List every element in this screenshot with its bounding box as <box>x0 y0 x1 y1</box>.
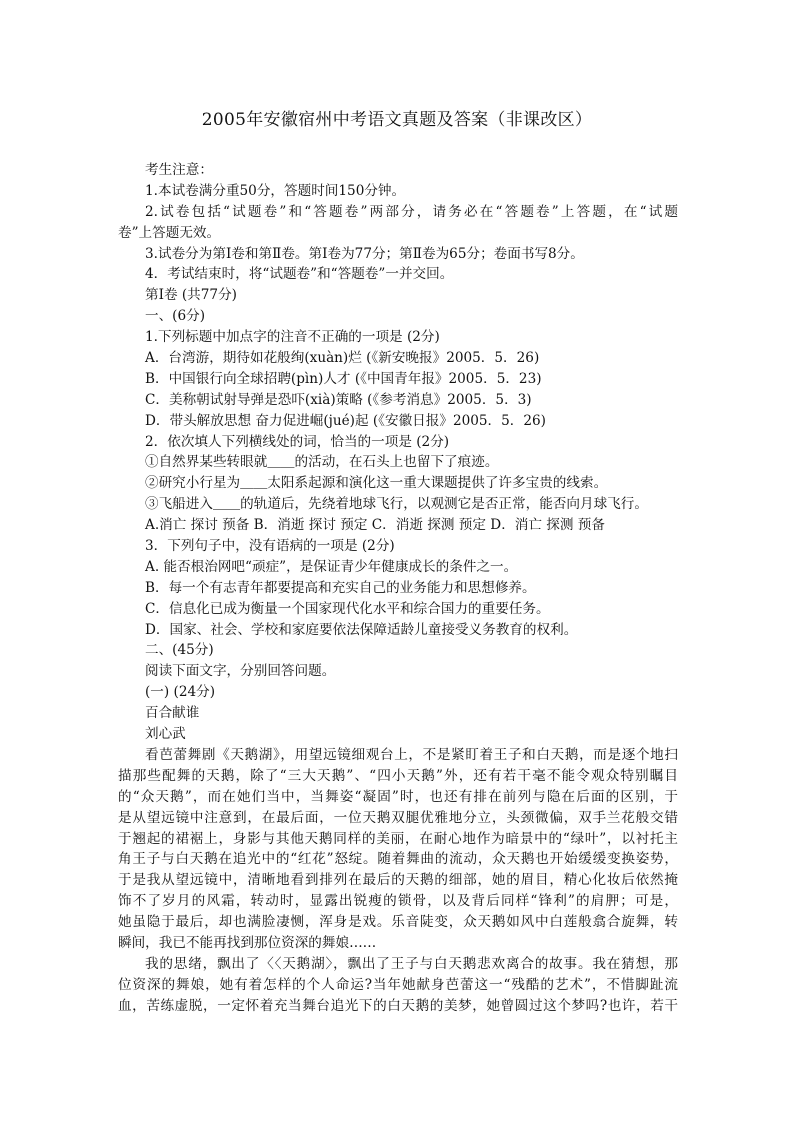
text-line: 3.试卷分为第Ⅰ卷和第Ⅱ卷。第Ⅰ卷为77分；第Ⅱ卷为65分；卷面书写8分。 <box>145 245 584 262</box>
text-line: D．国家、社会、学校和家庭要依法保障适龄儿童接受义务教育的权利。 <box>145 621 578 638</box>
text-line: 1.下列标题中加点字的注音不正确的一项是 (2分) <box>145 329 440 346</box>
text-line: 饰不了岁月的风霜，转动时，显露出锐瘦的锁骨，以及背后同样“锋利”的肩胛；可是， <box>118 893 678 910</box>
document-body <box>118 160 678 1017</box>
text-line: A. 能否根治网吧“顽症”，是保证青少年健康成长的条件之一。 <box>145 558 518 575</box>
text-line: A.消亡 探讨 预备 B．消逝 探讨 预定 C．消逝 探测 预定 D．消亡 探测 预备 <box>145 517 605 534</box>
text-line: 第Ⅰ卷 (共77分) <box>145 287 237 304</box>
text-line: 是从望远镜中注意到，在最后面，一位天鹅双腿优雅地分立，头颈微偏，双手兰花般交错 <box>118 809 678 826</box>
text-line: 于是我从望远镜中，清晰地看到排列在最后的天鹅的细部，她的眉目，精心化妆后依然掩 <box>118 872 678 889</box>
text-line: B．每一个有志青年都要提高和充实自己的业务能力和思想修养。 <box>145 579 536 596</box>
text-line: 她虽隐于最后，却也满脸凄恻，浑身是戏。乐音陡变，众天鹅如风中白莲般翕合旋舞，转 <box>118 914 678 931</box>
text-line: 2.试卷包括“试题卷”和“答题卷”两部分，请务必在“答题卷”上答题，在“试题 <box>145 203 678 220</box>
text-line: 刘心武 <box>145 726 186 743</box>
text-line: 二、(45分) <box>145 642 214 659</box>
text-line: B．中国银行向全球招聘(pìn)人才 (《中国青年报》2005．5．23) <box>145 370 542 387</box>
text-line: 一、(6分) <box>145 308 206 325</box>
text-line: 的“众天鹅”，而在她们当中，当舞姿“凝固”时，也还有排在前列与隐在后面的区别，于 <box>118 788 678 805</box>
text-line: A．台湾游，期待如花般绚(xuàn)烂 (《新安晚报》2005．5．26) <box>145 350 540 367</box>
text-line: 考生注意： <box>145 162 213 178</box>
text-line: 4．考试结束时，将“试题卷”和“答题卷”一并交回。 <box>145 266 454 283</box>
text-line: (一) (24分) <box>145 684 216 701</box>
text-line: D．带头解放思想 奋力促进崛(jué)起 (《安徽日报》2005．5．26) <box>145 412 546 429</box>
text-line: 2．依次填人下列横线处的词，恰当的一项是 (2分) <box>145 433 450 450</box>
text-line: 角王子与白天鹅在追光中的“红花”怒绽。随着舞曲的流动，众天鹅也开始缓缓变换姿势， <box>118 851 678 868</box>
text-line: 我的思绪，飘出了〈〈天鹅湖〉，飘出了王子与白天鹅悲欢离合的故事。我在猜想，那 <box>145 955 678 972</box>
text-line: 于翘起的裙裾上，身影与其他天鹅同样的美丽，在耐心地作为暗景中的“绿叶”，以衬托主 <box>118 830 678 847</box>
text-line: 3．下列句子中，没有语病的一项是 (2分) <box>145 538 395 555</box>
text-line: 卷”上答题无效。 <box>118 224 221 241</box>
text-line: 血，苦练虚脱，一定怀着充当舞台追光下的白天鹅的美梦，她曾圆过这个梦吗?也许，若干 <box>118 997 678 1014</box>
text-line: 位资深的舞娘，她有着怎样的个人命运?当年她献身芭蕾这一“残酷的艺术”，不惜脚趾流 <box>118 976 678 993</box>
text-line: 1.本试卷满分重50分，答题时间150分钟。 <box>145 182 406 199</box>
text-line: ③飞船进入＿＿的轨道后，先绕着地球飞行，以观测它是否正常，能否向月球飞行。 <box>145 496 648 513</box>
text-line: 阅读下面文字，分别回答问题。 <box>145 663 336 680</box>
text-line: C．美称朝试射导弹是恐吓(xià)策略 (《参考消息》2005．5．3) <box>145 391 532 408</box>
text-line: 看芭蕾舞剧《天鹅湖》，用望远镜细观台上，不是紧盯着王子和白天鹅，而是逐个地扫 <box>145 746 678 763</box>
text-line: C．信息化已成为衡量一个国家现代化水平和综合国力的重要任务。 <box>145 600 550 617</box>
text-line: 瞬间，我已不能再找到那位资深的舞娘…… <box>118 934 377 951</box>
document-title: 2005年安徽宿州中考语文真题及答案（非课改区） <box>201 110 593 130</box>
text-line: 描那些配舞的天鹅，除了“三大天鹅”、“四小天鹅”外，还有若干毫不能令观众特别瞩目 <box>118 767 678 784</box>
text-line: ①自然界某些转眼就＿＿的活动，在石头上也留下了痕迹。 <box>145 454 499 471</box>
text-line: ②研究小行星为＿＿太阳系起源和演化这一重大课题提供了许多宝贵的线索。 <box>145 475 608 492</box>
text-line: 百合献谁 <box>145 705 200 722</box>
